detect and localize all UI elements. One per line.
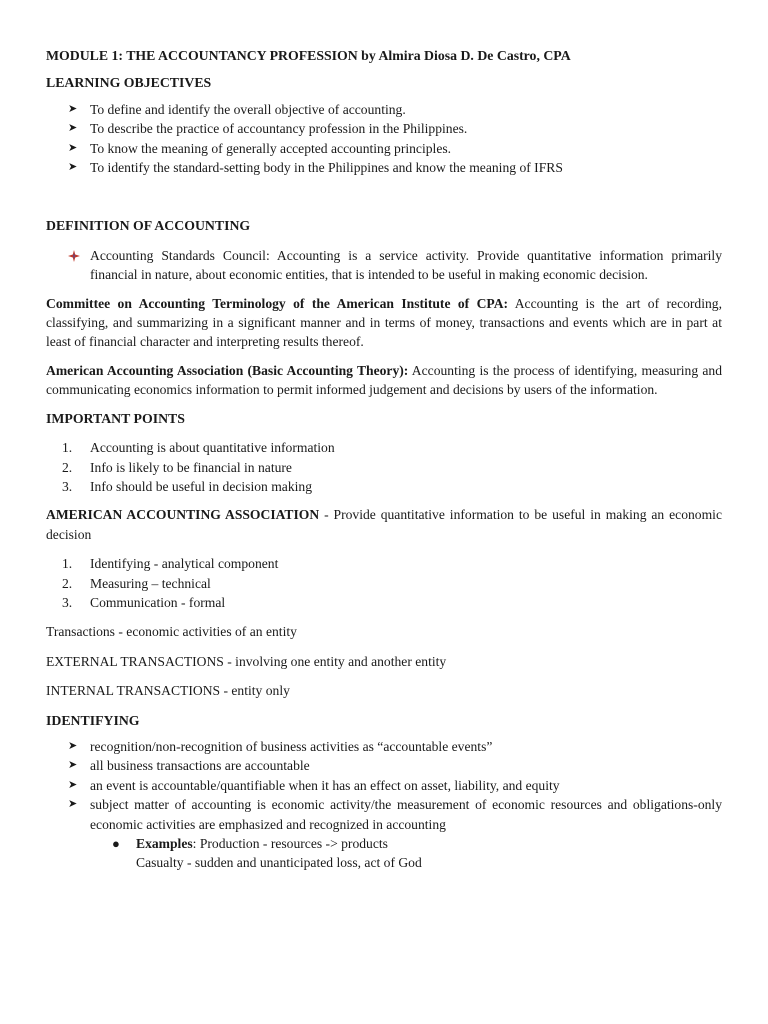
list-item: ➤ an event is accountable/quantifiable when it has an effect on asset, liability, and equity	[46, 776, 722, 795]
list-item: ➤ To know the meaning of generally accepted accounting principles.	[46, 139, 722, 158]
list-item: 1. Accounting is about quantitative information	[62, 440, 335, 456]
list-item: 3. Communication - formal	[62, 594, 226, 610]
learning-objectives-heading: LEARNING OBJECTIVES	[46, 75, 212, 91]
definition-heading: DEFINITION OF ACCOUNTING	[46, 218, 251, 234]
list-item	[46, 834, 722, 873]
examples-line-1: : Production - resources -> products	[192, 836, 388, 851]
important-points-list	[46, 438, 722, 496]
list-item: ➤ recognition/non-recognition of business activities as “accountable events”	[46, 737, 722, 756]
cat-label: Committee on Accounting Terminology of the American Institute of CPA:	[46, 295, 509, 311]
arrow-bullet-icon: ➤	[68, 798, 78, 811]
dot-bullet-icon: ●	[112, 836, 120, 851]
list-item: 2. Info is likely to be financial in nature	[62, 459, 292, 475]
identifying-heading: IDENTIFYING	[46, 712, 140, 728]
list-item: ➤ all business transactions are accountable	[46, 756, 722, 775]
examples-line-2: Casualty - sudden and unanticipated loss, act of God	[136, 855, 422, 871]
list-item: 2. Measuring – technical	[62, 575, 211, 591]
asc-definition: Accounting Standards Council: Accounting is a service activity. Provide quantitative information primarily financial in nature, about economic entities, that is intended to be useful in making economic decision.	[90, 247, 722, 283]
arrow-bullet-icon: ➤	[68, 102, 78, 115]
transactions-line: Transactions - economic activities of an entity	[46, 624, 297, 640]
list-item: ➤ To identify the standard-setting body in the Philippines and know the meaning of IFRS	[46, 158, 722, 177]
arrow-bullet-icon: ➤	[68, 122, 78, 135]
cat-definition	[46, 294, 722, 352]
arrow-bullet-icon: ➤	[68, 739, 78, 752]
aaa-label: American Accounting Association (Basic Accounting Theory):	[46, 362, 409, 378]
arrow-bullet-icon: ➤	[68, 759, 78, 772]
learning-objectives-list	[46, 100, 722, 178]
aaa-text: Accounting is the process of identifying, measuring and communicating economics information to permit informed judgement and decisions by users of the information.	[46, 362, 722, 398]
examples-list	[46, 834, 722, 873]
list-item	[46, 246, 722, 285]
list-item: ➤ To define and identify the overall objective of accounting.	[46, 100, 722, 119]
list-item: 3. Info should be useful in decision making	[62, 478, 312, 494]
list-item: ➤ To describe the practice of accountancy profession in the Philippines.	[46, 119, 722, 138]
module-title: MODULE 1: THE ACCOUNTANCY PROFESSION by Almira Diosa D. De Castro, CPA	[46, 48, 571, 63]
external-transactions-line: EXTERNAL TRANSACTIONS - involving one entity and another entity	[46, 653, 447, 669]
cat-text: Accounting is the art of recording, classifying, and summarizing in a significant manner and in terms of money, transactions and events which are in part at least of financial character and interpreting results thereof.	[46, 295, 722, 350]
aaa-components-list	[46, 554, 722, 612]
arrow-bullet-icon: ➤	[68, 778, 78, 791]
important-points-heading: IMPORTANT POINTS	[46, 410, 185, 426]
arrow-bullet-icon: ➤	[68, 141, 78, 154]
list-item: ➤ subject matter of accounting is economic activity/the measurement of economic resources and obligations-only economic activities are emphasized and recognized in accounting	[68, 797, 722, 832]
identifying-list	[46, 737, 722, 834]
aaa-section	[46, 505, 722, 544]
list-item: 1. Identifying - analytical component	[62, 556, 279, 572]
internal-transactions-line: INTERNAL TRANSACTIONS - entity only	[46, 683, 290, 699]
pin-bullet-icon	[68, 246, 84, 262]
aaa-section-label: AMERICAN ACCOUNTING ASSOCIATION	[46, 507, 320, 523]
aaa-definition	[46, 361, 722, 400]
examples-label: Examples	[136, 836, 193, 851]
definition-list	[46, 246, 722, 285]
aaa-section-text: - Provide quantitative information to be useful in making an economic decision	[46, 507, 722, 542]
arrow-bullet-icon: ➤	[68, 161, 78, 174]
